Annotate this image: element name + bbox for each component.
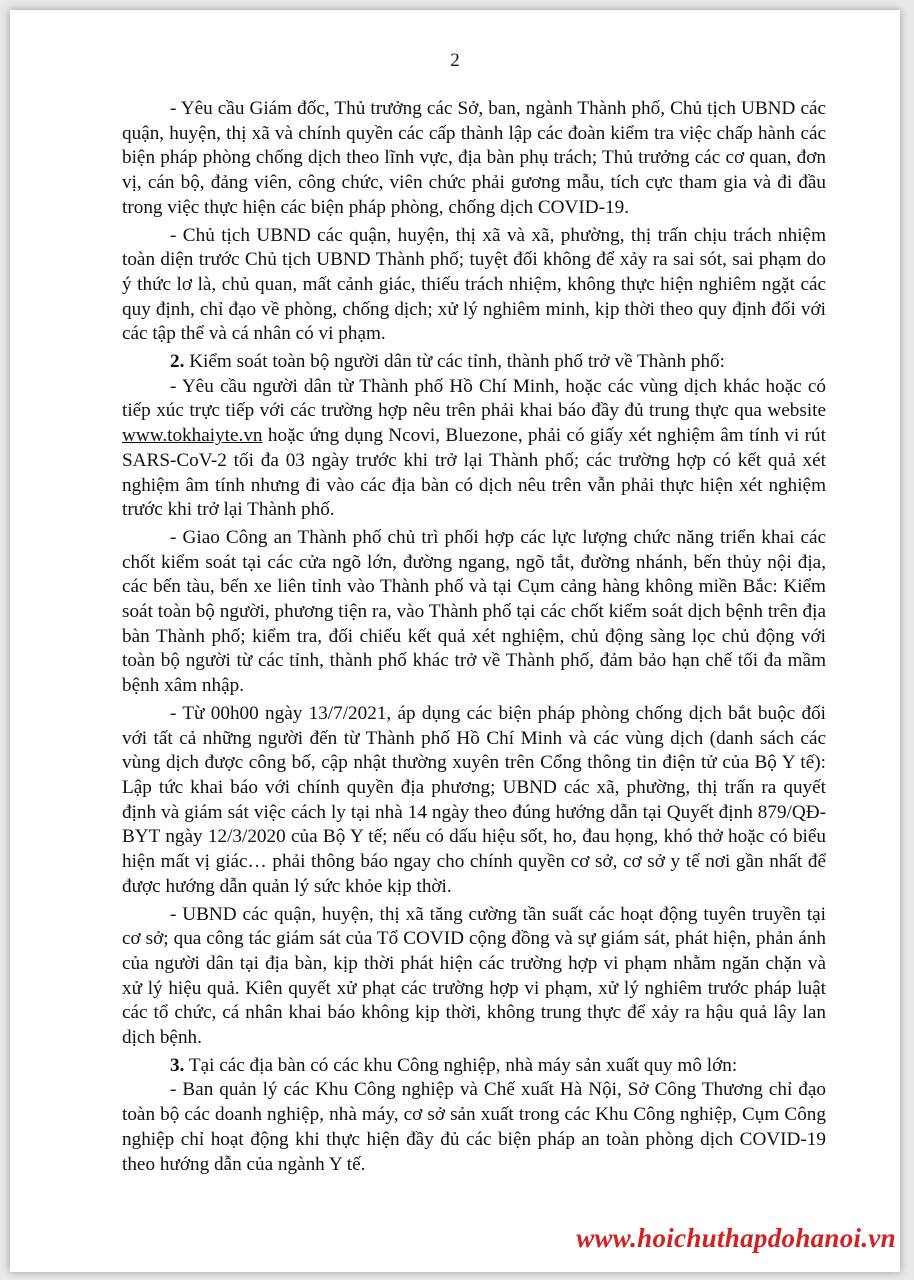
section-2-heading (122, 350, 826, 375)
section-3-title: Tại các địa bàn có các khu Công nghiệp, nhà máy sản xuất quy mô lớn: (188, 1054, 738, 1076)
watermark-text: www.hoichuthapdohanoi.vn (576, 1223, 896, 1253)
section-2-paragraph-propaganda: - UBND các quận, huyện, thị xã tăng cường tần suất các hoạt động tuyên truyền tại cơ sở; qua công tác giám sát của Tổ COVID cộng đồng và sự giám sát, phát hiện, phản ánh của người dân tại địa bàn, kịp thời phát hiện các trường hợp vi phạm nhằm ngăn chặn và xử lý hiệu quả. Kiên quyết xử phạt các trường hợp vi phạm, xử lý nghiêm trước pháp luật các tổ chức, cá nhân khai báo không kịp thời, không trung thực để xảy ra hậu quả lây lan dịch bệnh. (122, 903, 826, 1049)
document-body (122, 97, 826, 1177)
section-2-paragraph-quarantine: - Từ 00h00 ngày 13/7/2021, áp dụng các biện pháp phòng chống dịch bắt buộc đối với tất cả những người đến từ Thành phố Hồ Chí Minh và các vùng dịch (danh sách các vùng dịch được công bố, cập nhật thường xuyên trên Cổng thông tin điện tử của Bộ Y tế): Lập tức khai báo với chính quyền địa phương; UBND các xã, phường, thị trấn ra quyết định và giám sát việc cách ly tại nhà 14 ngày theo đúng hướng dẫn tại Quyết định 879/QĐ-BYT ngày 12/3/2020 của Bộ Y tế; nếu có dấu hiệu sốt, ho, đau họng, khó thở hoặc có biểu hiện mất vị giác… phải thông báo ngay cho chính quyền cơ sở, cơ sở y tế nơi gần nhất để được hướng dẫn quản lý sức khỏe kịp thời. (122, 702, 826, 897)
section-3-number: 3. (170, 1054, 185, 1076)
section-3-heading (122, 1054, 826, 1079)
website-link[interactable]: www.tokhaiyte.vn (122, 425, 263, 447)
paragraph-chairman-responsibility: - Chủ tịch UBND các quận, huyện, thị xã và xã, phường, thị trấn chịu trách nhiệm toàn diện trước Chủ tịch UBND Thành phố; tuyệt đối không để xảy ra sai sót, sai phạm do ý thức lơ là, chủ quan, mất cảnh giác, thiếu trách nhiệm, không thực hiện nghiêm ngặt các quy định, chỉ đạo về phòng, chống dịch; xử lý nghiêm minh, kịp thời theo quy định đối với các tập thể và cá nhân có vi phạm. (122, 224, 826, 345)
section-3-paragraph-industrial-zones: - Ban quản lý các Khu Công nghiệp và Chế xuất Hà Nội, Sở Công Thương chỉ đạo toàn bộ các doanh nghiệp, nhà máy, cơ sở sản xuất trong các Khu Công nghiệp, Cụm Công nghiệp chỉ hoạt động khi thực hiện đầy đủ các biện pháp an toàn phòng dịch COVID-19 theo hướng dẫn của ngành Y tế. (122, 1079, 826, 1175)
section-2-paragraph-declaration: - Yêu cầu người dân từ Thành phố Hồ Chí Minh, hoặc các vùng dịch khác hoặc có tiếp xúc trực tiếp với các trường hợp nêu trên phải khai báo đầy đủ trung thực qua website www.tokhaiyte.vn hoặc ứng dụng Ncovi, Bluezone, phải có giấy xét nghiệm âm tính vi rút SARS-CoV-2 tối đa 03 ngày trước khi trở lại Thành phố; các trường hợp có kết quả xét nghiệm âm tính nhưng đi vào các địa bàn có dịch nêu trên vẫn phải thực hiện xét nghiệm trước khi trở lại Thành phố. (122, 375, 826, 521)
document-page (10, 10, 900, 1272)
paragraph-inspection-teams: - Yêu cầu Giám đốc, Thủ trưởng các Sở, ban, ngành Thành phố, Chủ tịch UBND các quận, huyện, thị xã và chính quyền các cấp thành lập các đoàn kiểm tra việc chấp hành các biện pháp phòng chống dịch theo lĩnh vực, địa bàn phụ trách; Thủ trưởng các cơ quan, đơn vị, cán bộ, đảng viên, công chức, viên chức phải gương mẫu, tích cực tham gia và đi đầu trong việc thực hiện các biện pháp phòng, chống dịch COVID-19. (122, 98, 826, 218)
section-2-number: 2. (170, 351, 185, 373)
section-2-title: Kiểm soát toàn bộ người dân từ các tỉnh, thành phố trở về Thành phố: (189, 351, 725, 373)
section-2-paragraph-checkpoints: - Giao Công an Thành phố chủ trì phối hợp các lực lượng chức năng triển khai các chốt kiểm soát tại các cửa ngõ lớn, đường ngang, ngõ tắt, đường nhánh, bến thủy nội địa, các bến tàu, bến xe liên tỉnh vào Thành phố và tại Cụm cảng hàng không miền Bắc: Kiểm soát toàn bộ người, phương tiện ra, vào Thành phố tại các chốt kiểm soát dịch bệnh trên địa bàn Thành phố; kiểm tra, đối chiếu kết quả xét nghiệm, chủ động sàng lọc chủ động với toàn bộ người từ các tỉnh, thành phố khác trở về Thành phố, đảm bảo hạn chế tối đa mầm bệnh xâm nhập. (122, 526, 826, 697)
page-number: 2 (450, 50, 460, 71)
